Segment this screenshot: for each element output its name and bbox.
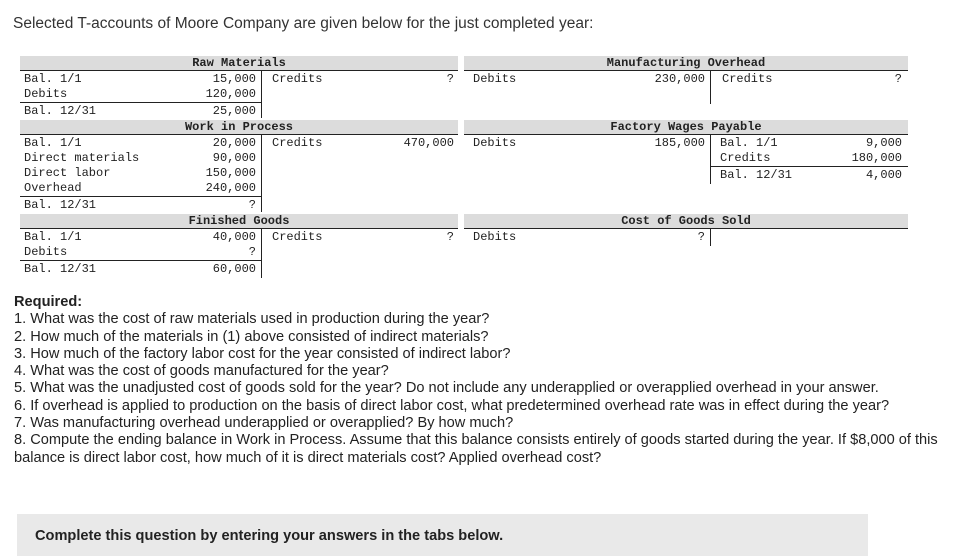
t-account-finished-goods bbox=[20, 214, 458, 278]
left-label: Bal. 12/31 bbox=[24, 104, 97, 118]
required-item: 6. If overhead is applied to production on the basis of direct labor cost, what predetermined overhead rate was in effect during the year? bbox=[14, 397, 890, 414]
instruction-text: Complete this question by entering your answers in the tabs below. bbox=[35, 528, 504, 544]
t-account-title: Factory Wages Payable bbox=[464, 120, 908, 134]
right-value: ? bbox=[894, 72, 902, 86]
left-value: ? bbox=[248, 245, 256, 259]
required-item: 8. Compute the ending balance in Work in Process. Assume that this balance consists entirely of goods started during the year. If $8,000 of this balance is direct labor cost, how much of it is direct materials cost? Applied overhead cost? bbox=[14, 432, 938, 466]
left-value: 25,000 bbox=[212, 104, 256, 118]
required-item: 2. How much of the materials in (1) above consisted of indirect materials? bbox=[14, 328, 489, 345]
left-value: 60,000 bbox=[212, 262, 256, 276]
left-label: Overhead bbox=[24, 181, 82, 195]
left-label: Bal. 1/1 bbox=[24, 72, 82, 86]
left-value: 20,000 bbox=[212, 136, 256, 150]
right-value: 9,000 bbox=[865, 136, 902, 150]
left-label: Debits bbox=[473, 230, 517, 244]
right-label: Credits bbox=[272, 230, 323, 244]
required-item: 7. Was manufacturing overhead underapplied or overapplied? By how much? bbox=[14, 415, 514, 432]
t-account-factory-wages-payable bbox=[464, 120, 908, 184]
left-value: 185,000 bbox=[654, 136, 705, 150]
left-label: Debits bbox=[24, 87, 68, 101]
left-label: Debits bbox=[473, 136, 517, 150]
right-value: 4,000 bbox=[865, 168, 902, 182]
left-label: Bal. 12/31 bbox=[24, 262, 97, 276]
left-value: 40,000 bbox=[212, 230, 256, 244]
left-label: Bal. 1/1 bbox=[24, 230, 82, 244]
left-value: ? bbox=[697, 230, 705, 244]
left-value: 150,000 bbox=[205, 166, 256, 180]
left-value: 90,000 bbox=[212, 151, 256, 165]
left-value: 120,000 bbox=[205, 87, 256, 101]
right-value: 470,000 bbox=[403, 136, 454, 150]
left-label: Direct materials bbox=[24, 151, 140, 165]
required-section bbox=[14, 294, 964, 467]
right-label: Credits bbox=[720, 151, 771, 165]
required-item: 1. What was the cost of raw materials used in production during the year? bbox=[14, 311, 490, 328]
required-item: 5. What was the unadjusted cost of goods sold for the year? Do not include any underapplied or overapplied overhead in your answer. bbox=[14, 380, 879, 397]
right-label: Credits bbox=[272, 72, 323, 86]
t-account-title: Manufacturing Overhead bbox=[464, 56, 908, 70]
left-label: Debits bbox=[473, 72, 517, 86]
required-item: 3. How much of the factory labor cost for the year consisted of indirect labor? bbox=[14, 345, 511, 362]
t-account-title: Raw Materials bbox=[20, 56, 458, 70]
required-item: 4. What was the cost of goods manufactured for the year? bbox=[14, 363, 389, 380]
t-account-title: Cost of Goods Sold bbox=[464, 214, 908, 228]
right-label: Credits bbox=[272, 136, 323, 150]
right-value: ? bbox=[446, 230, 454, 244]
t-account-title: Finished Goods bbox=[20, 214, 458, 228]
right-value: 180,000 bbox=[851, 151, 902, 165]
left-value: 240,000 bbox=[205, 181, 256, 195]
right-label: Credits bbox=[722, 72, 773, 86]
left-label: Direct labor bbox=[24, 166, 111, 180]
left-value: 230,000 bbox=[654, 72, 705, 86]
required-heading: Required: bbox=[14, 294, 83, 310]
t-account-cost-of-goods-sold bbox=[464, 214, 908, 262]
left-label: Bal. 1/1 bbox=[24, 136, 82, 150]
t-account-title: Work in Process bbox=[20, 120, 458, 134]
left-value: 15,000 bbox=[212, 72, 256, 86]
left-value: ? bbox=[248, 198, 256, 212]
right-value: ? bbox=[446, 72, 454, 86]
left-label: Debits bbox=[24, 245, 68, 259]
right-label: Bal. 12/31 bbox=[720, 168, 793, 182]
t-account-raw-materials bbox=[20, 56, 458, 118]
t-account-manufacturing-overhead bbox=[464, 56, 908, 104]
instruction-banner bbox=[17, 514, 868, 556]
left-label: Bal. 12/31 bbox=[24, 198, 97, 212]
right-label: Bal. 1/1 bbox=[720, 136, 778, 150]
t-account-work-in-process bbox=[20, 120, 458, 212]
intro-text: Selected T-accounts of Moore Company are given below for the just completed year: bbox=[13, 15, 594, 32]
